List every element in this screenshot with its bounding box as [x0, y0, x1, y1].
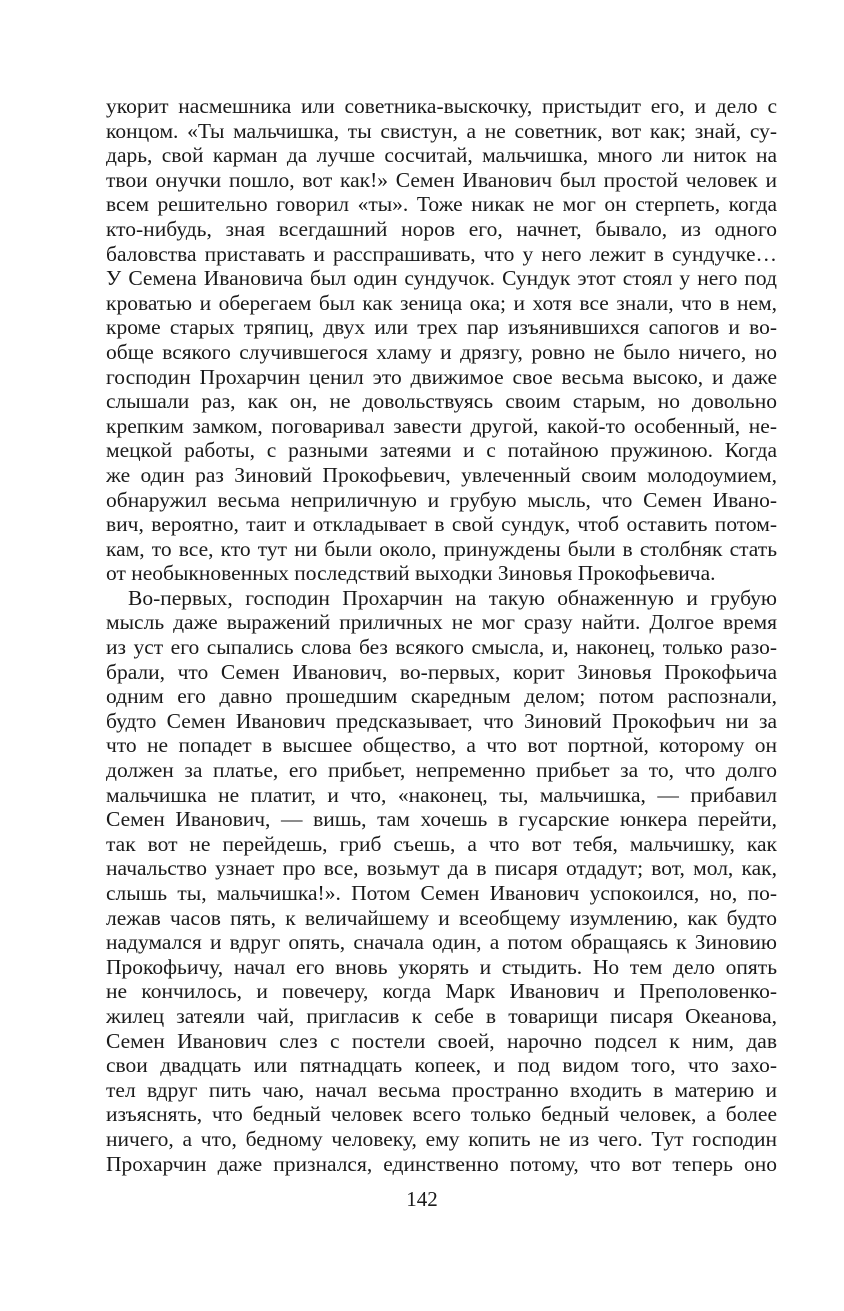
- text-line: Прокофьичу, начал его вновь укорять и стыдить. Но тем дело опять: [106, 954, 777, 979]
- text-line: не кончилось, и повечеру, когда Марк Иванович и Преполовенко-: [106, 979, 777, 1004]
- text-line: вич, вероятно, таит и откладывает в свой сундук, чтоб оставить потом-: [106, 512, 777, 537]
- text-line: изъяснять, что бедный человек всего только бедный человек, а более: [106, 1102, 777, 1127]
- text-line: господин Прохарчин ценил это движимое свое весьма высоко, и даже: [106, 364, 777, 389]
- text-line: одним его давно прошедшим скаредным делом; потом распознали,: [106, 684, 777, 709]
- text-line: будто Семен Иванович предсказывает, что Зиновий Прокофьич ни за: [106, 708, 777, 733]
- text-line: кам, то все, кто тут ни были около, принуждены были в столбняк стать: [106, 536, 777, 561]
- text-line: что не попадет в высшее общество, а что вот портной, которому он: [106, 733, 777, 758]
- text-line: должен за платье, его прибьет, непременно прибьет за то, что долго: [106, 758, 777, 783]
- text-line: Во-первых, господин Прохарчин на такую обнаженную и грубую: [128, 585, 777, 610]
- text-line: так вот не перейдешь, гриб съешь, а что вот тебя, мальчишку, как: [106, 831, 777, 856]
- text-line: тел вдруг пить чаю, начал весьма пространно входить в материю и: [106, 1077, 777, 1102]
- text-line: дарь, свой карман да лучше сосчитай, мальчишка, много ли ниток на: [106, 143, 777, 168]
- text-line: баловства приставать и расспрашивать, что у него лежит в сундучке…: [106, 241, 777, 266]
- text-line: кто-нибудь, зная всегдашний норов его, начнет, бывало, из одного: [106, 216, 777, 241]
- text-line: от необыкновенных последствий выходки Зиновья Прокофьевича.: [106, 561, 716, 586]
- text-line: мальчишка не платит, и что, «наконец, ты, мальчишка, — прибавил: [106, 782, 777, 807]
- text-line: У Семена Ивановича был один сундучок. Сундук этот стоял у него под: [106, 266, 777, 291]
- text-line: твои онучки пошло, вот как!» Семен Иванович был простой человек и: [106, 167, 777, 192]
- paragraph-1: [106, 94, 777, 586]
- text-line: слышь ты, мальчишка!». Потом Семен Иванович успокоился, но, по-: [106, 881, 777, 905]
- text-line: кроватью и оберегаем был как зеница ока; и хотя все знали, что в нем,: [106, 290, 777, 315]
- text-line: укорит насмешника или советника-выскочку, пристыдит его, и дело с: [106, 94, 777, 118]
- text-line: Семен Иванович слез с постели своей, нарочно подсел к ним, дав: [106, 1028, 777, 1053]
- text-line: лежав часов пять, к величайшему и всеобщему изумлению, как будто: [106, 905, 777, 930]
- text-line: Прохарчин даже признался, единственно потому, что вот теперь оно: [106, 1151, 777, 1176]
- text-line: концом. «Ты мальчишка, ты свистун, а не советник, вот как; знай, су-: [106, 118, 777, 143]
- text-line: мецкой работы, с разными затеями и с потайною пружиною. Когда: [106, 438, 777, 463]
- text-line: жилец затеяли чай, пригласив к себе в товарищи писаря Океанова,: [106, 1003, 777, 1028]
- text-line: крепким замком, поговаривал завести другой, какой-то особенный, не-: [106, 413, 777, 438]
- text-line: же один раз Зиновий Прокофьевич, увлеченный своим молодоумием,: [106, 462, 777, 487]
- text-line: надумался и вдруг опять, сначала один, а потом обращаясь к Зиновию: [106, 930, 777, 955]
- text-line: свои двадцать или пятнадцать копеек, и под видом того, что захо-: [106, 1053, 777, 1078]
- text-line: ничего, а что, бедному человеку, ему копить не из чего. Тут господин: [106, 1126, 777, 1151]
- text-line: мысль даже выражений приличных не мог сразу найти. Долгое время: [106, 610, 777, 635]
- text-line: обще всякого случившегося хламу и дрязгу, ровно не было ничего, но: [106, 339, 777, 364]
- text-line: обнаружил весьма неприличную и грубую мысль, что Семен Ивано-: [106, 487, 777, 512]
- text-line: брали, что Семен Иванович, во-первых, корит Зиновья Прокофьича: [106, 659, 777, 684]
- text-line: Семен Иванович, — вишь, там хочешь в гусарские юнкера перейти,: [106, 807, 777, 832]
- text-line: кроме старых тряпиц, двух или трех пар изъянившихся сапогов и во-: [106, 315, 777, 340]
- paragraph-2: [106, 586, 777, 1176]
- text-line: слышали раз, как он, не довольствуясь своим старым, но довольно: [106, 389, 777, 414]
- text-line: начальство узнает про все, возьмут да в писаря отдадут; вот, мол, как,: [106, 856, 777, 881]
- page-number: 142: [406, 1187, 438, 1211]
- page-body: [106, 94, 777, 1176]
- text-line: из уст его сыпались слова без всякого смысла, и, наконец, только разо-: [106, 635, 777, 660]
- text-line: всем решительно говорил «ты». Тоже никак не мог он стерпеть, когда: [106, 192, 777, 217]
